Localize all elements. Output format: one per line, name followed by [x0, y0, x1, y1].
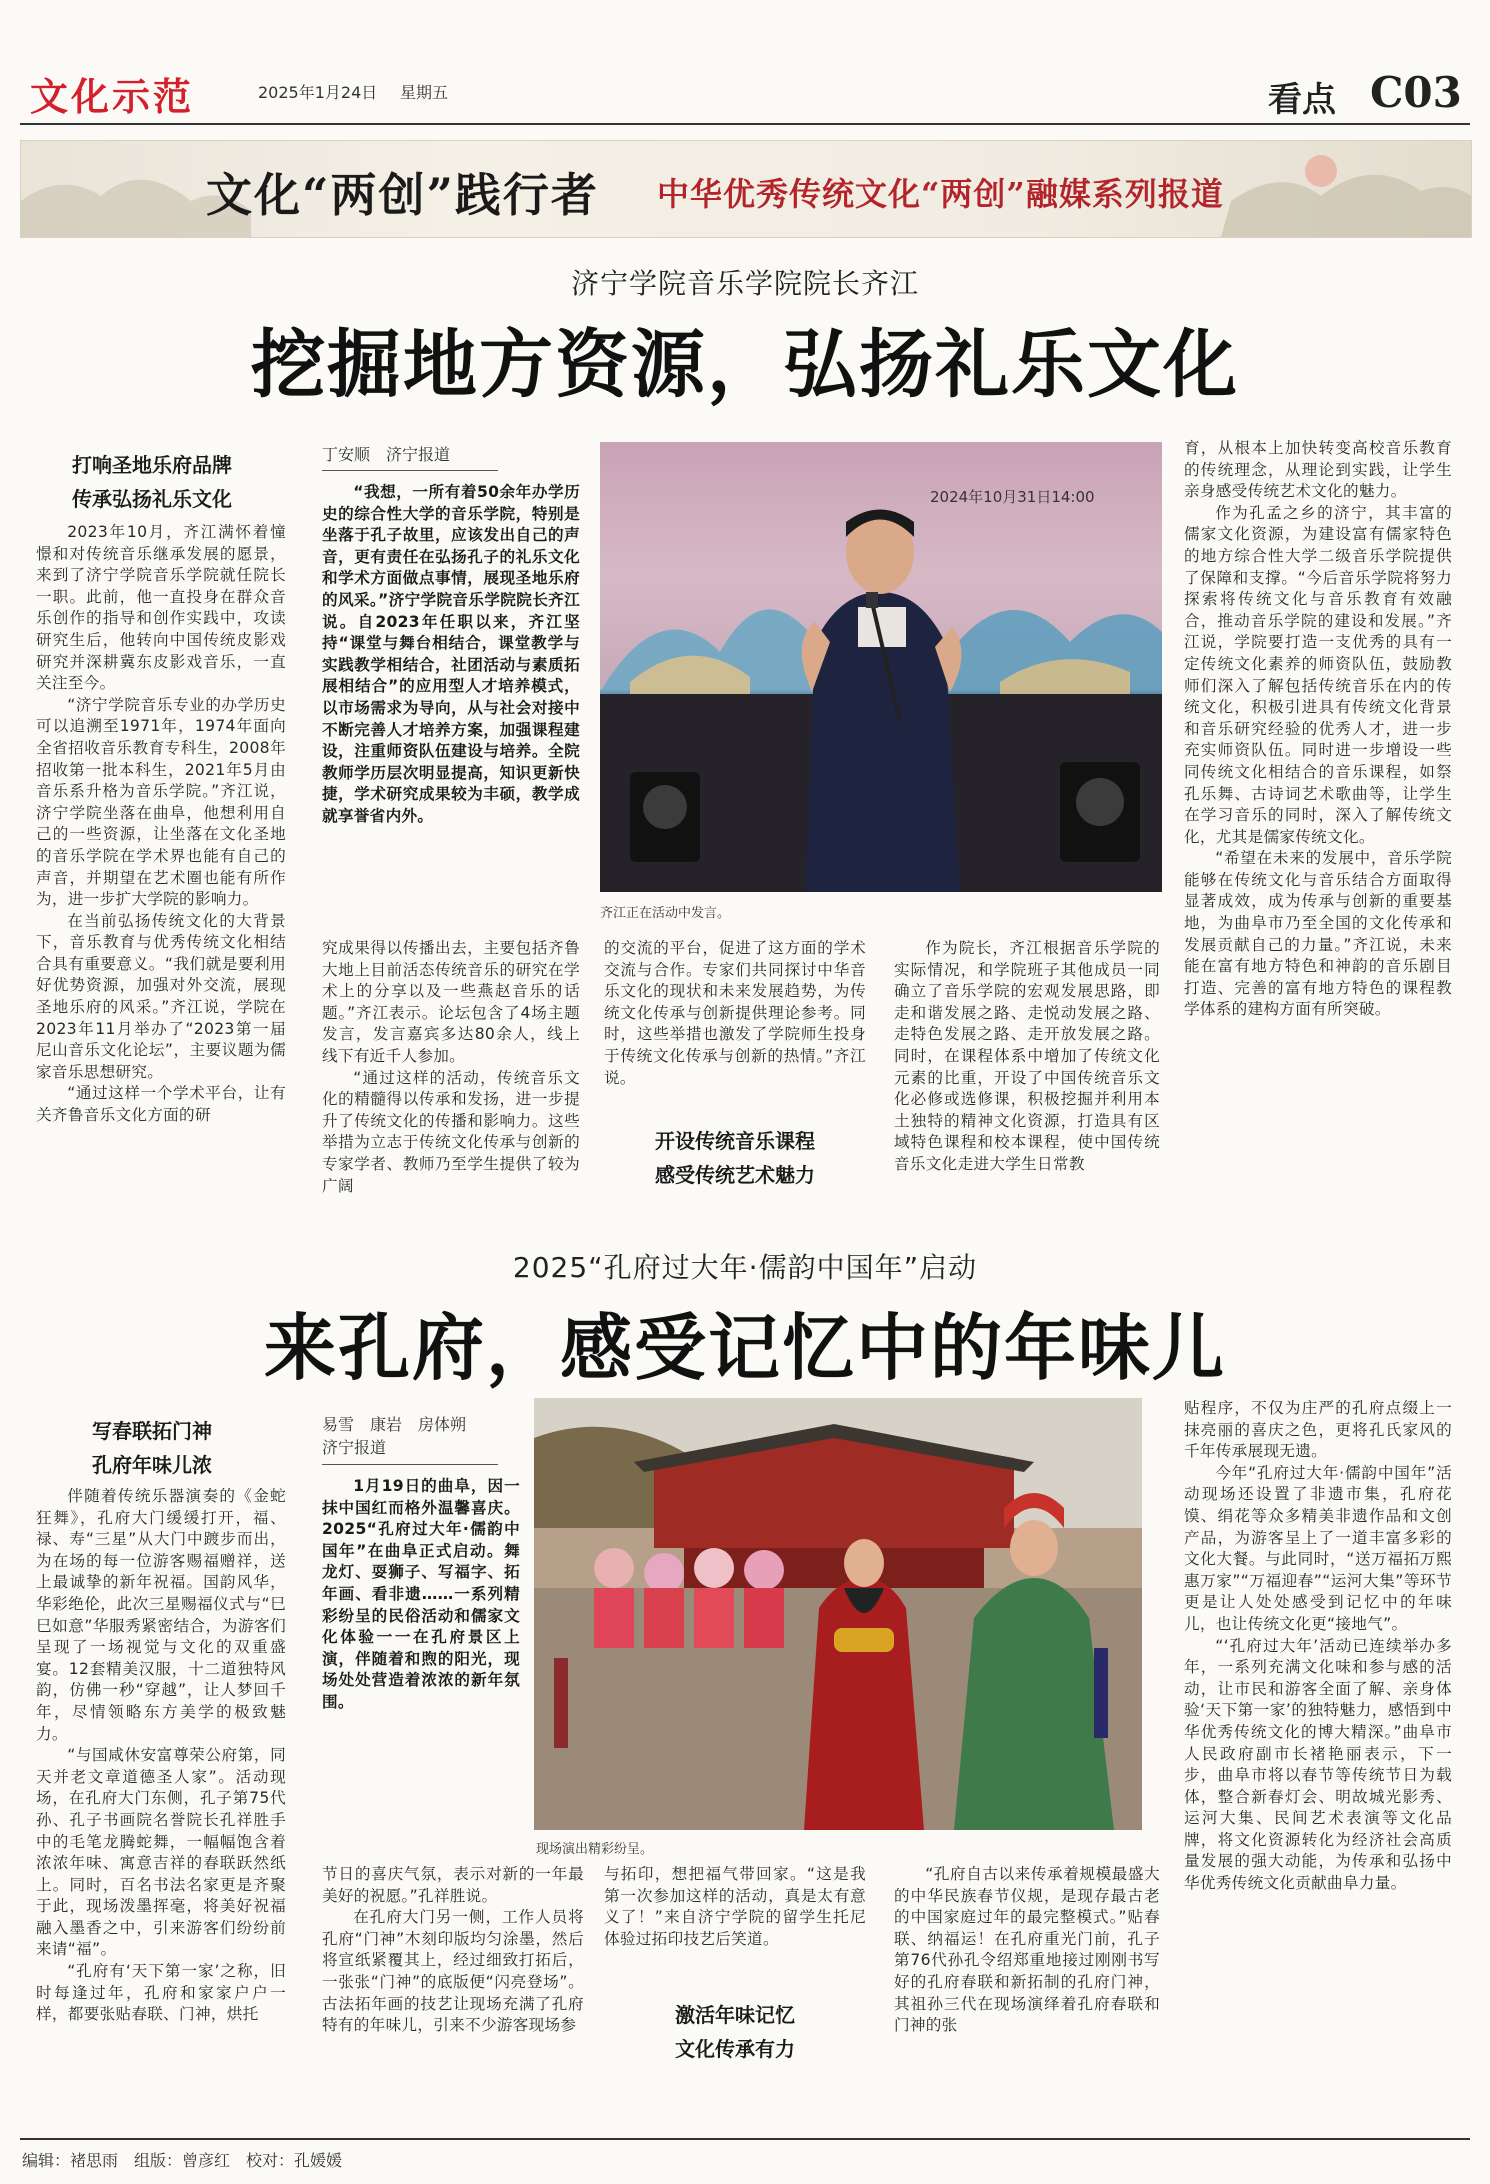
article2-col5-paragraph: 贴程序，不仅为庄严的孔府点缀上一抹亮丽的喜庆之色，更将孔氏家风的千年传承展现无遗。: [1184, 1399, 1452, 1461]
festival-photo: [534, 1398, 1142, 1830]
page-number: C03: [1370, 68, 1462, 117]
article2-col1-paragraph: “孔府有‘天下第一家’之称，旧时每逢过年，孔府和家家户户一样，都要张贴春联、门神，烘托: [36, 1962, 286, 2024]
article2-col5-paragraph: 今年“孔府过大年·儒韵中国年”活动现场还设置了非遗市集，孔府花馍、绢花等众多精美非遗作品和文创产品，为游客呈上了一道丰富多彩的文化大餐。与此同时，“送万福拓万熙惠万家”“万福迎春”“运河大集”等环节更是让人处处感受到记忆中的年味儿，也让传统文化更“接地气”。: [1184, 1463, 1452, 1633]
article2-col2-paragraph: 节日的喜庆气氛，表示对新的一年最美好的祝愿。”孔祥胜说。: [322, 1865, 584, 1905]
article1-lead: [322, 482, 580, 922]
header-rule: [20, 123, 1470, 125]
section-name: 看点: [1268, 80, 1336, 120]
article1-byline-rule: [322, 470, 498, 471]
article2-column-5: [1184, 1398, 1452, 2128]
article2-col5-paragraph: “‘孔府过大年’活动已连续举办多年，一系列充满文化味和参与感的活动，让市民和游客全面了解、亲身体验‘天下第一家’的独特魅力，感悟到中华优秀传统文化的博大精深。”曲阜市人民政府副市长褚艳丽表示，下一步，曲阜市将以春节等传统节日为载体，整合新春灯会、明故城光影秀、运河大集、民间艺术表演等文化品牌，将文化资源转化为经济社会高质量发展的强大动能，为传承和弘扬中华优秀传统文化贡献曲阜力量。: [1184, 1636, 1452, 1893]
article1-subheading-1: [36, 448, 268, 516]
article2-kicker: 2025“孔府过大年·儒韵中国年”启动: [512, 1251, 978, 1284]
article2-lead: [322, 1476, 520, 1794]
article2-byline-place: 济宁报道: [322, 1438, 387, 1457]
article1-column-1: [36, 522, 286, 1222]
article1-col2-paragraph: 究成果得以传播出去，主要包括齐鲁大地上目前活态传统音乐的研究在学术上的分享以及一些燕赵音乐的话题。”齐江表示。论坛包含了4场主题发言，发言嘉宾多达80余人，线上线下有近千人参加。: [322, 939, 580, 1065]
article2-sub2-line1: 激活年味记忆: [675, 2003, 795, 2027]
article1-col5-paragraph: “希望在未来的发展中，音乐学院能够在传统文化与音乐结合方面取得显著成效，成为传承与创新的重要基地，为曲阜市乃至全国的文化传承和发展贡献自己的力量。”齐江说，未来能在富有地方特色和神韵的音乐剧目打造、完善的富有地方特色的课程教学体系的建构方面有所突破。: [1184, 849, 1452, 1019]
article1-col1-paragraph: 2023年10月，齐江满怀着憧憬和对传统音乐继承发展的愿景，来到了济宁学院音乐学院就任院长一职。此前，他一直投身在群众音乐创作的指导和创作实践中，攻读研究生后，他转向中国传统皮影戏研究并深耕冀东皮影戏音乐，一直关注至今。: [36, 523, 286, 693]
article1-sub1-line1: 打响圣地乐府品牌: [72, 453, 232, 477]
article2-lead-paragraph: 1月19日的曲阜，因一抹中国红而格外温馨喜庆。2025“孔府过大年·儒韵中国年”在曲阜正式启动。舞龙灯、耍狮子、写福字、拓年画、看非遗……一系列精彩纷呈的民俗活动和儒家文化体验一一在孔府景区上演，伴随着和煦的阳光，现场处处营造着浓浓的新年氛围。: [322, 1477, 520, 1711]
masthead: 文化示范: [30, 74, 195, 119]
article2-sub1-line1: 写春联拓门神: [92, 1419, 212, 1443]
article2-column-3: [604, 1864, 866, 1984]
article2-byline: [322, 1412, 466, 1458]
article2-column-2: [322, 1864, 584, 2128]
article1-col1-paragraph: 在当前弘扬传统文化的大背景下，音乐教育与优秀传统文化相结合具有重要意义。“我们就是要利用好优势资源，加强对外交流，展现圣地乐府的风采。”齐江说，学院在2023年11月举办了“2023第一届尼山音乐文化论坛”，主要议题为儒家音乐思想研究。: [36, 911, 286, 1081]
article1-col5-paragraph: 育，从根本上加快转变高校音乐教育的传统理念，从理论到实践，让学生亲身感受传统艺术文化的魅力。: [1184, 439, 1452, 501]
article2-subheading-1: [36, 1414, 268, 1482]
article2-subheading-2: [604, 1998, 866, 2066]
photo-timestamp: 2024年10月31日14:00: [930, 488, 1095, 506]
article2-col4-paragraph: “孔府自古以来传承着规模最盛大的中华民族春节仪规，是现存最古老的中国家庭过年的最完整模式。”贴春联、纳福运！在孔府重光门前，孔子第76代孙孔令绍郑重地接过刚刚书写好的孔府春联和新拓制的孔府门神，其祖孙三代在现场演绎着孔府春联和门神的张: [894, 1865, 1160, 2035]
article1-col1-paragraph: “通过这样一个学术平台，让有关齐鲁音乐文化方面的研: [36, 1084, 286, 1125]
speaker-photo-caption: 齐江正在活动中发言。: [600, 906, 731, 921]
article1-column-3: [604, 938, 866, 1108]
article2-col1-paragraph: 伴随着传统乐器演奏的《金蛇狂舞》，孔府大门缓缓打开，福、禄、寿“三星”从大门中踱步而出，为在场的每一位游客赐福赠祥，送上最诚挚的新年祝福。国韵风华，华彩绝伦，此次三星赐福仪式与“巳巳如意”华服秀紧密结合，为游客们呈现了一场视觉与文化的双重盛宴。12套精美汉服，十二道独特风韵，仿佛一秒“穿越”，让人梦回千年，尽情领略东方美学的极致魅力。: [36, 1487, 286, 1743]
article1-sub2-line2: 感受传统艺术魅力: [655, 1163, 815, 1187]
festival-scene-icon: [534, 1398, 1142, 1830]
article1-byline: 丁安顺 济宁报道: [322, 445, 451, 464]
footer-credits: 编辑：褚思雨 组版：曾彦红 校对：孔媛媛: [22, 2151, 343, 2170]
article1-lead-paragraph: “我想，一所有着50余年办学历史的综合性大学的音乐学院，特别是坐落于孔子故里，应该发出自己的声音，更有责任在弘扬孔子的礼乐文化和学术方面做点事情，展现圣地乐府的风采。”济宁学院音乐学院院长齐江说。自2023年任职以来，齐江坚持“课堂与舞台相结合，课堂教学与实践教学相结合，社团活动与素质拓展相结合”的应用型人才培养模式，以市场需求为导向，从与社会对接中不断完善人才培养方案，加强课程建设，注重师资队伍建设与培养。全院教师学历层次明显提高，知识更新快捷，学术研究成果较为丰硕，教学成就享誉省内外。: [322, 483, 580, 825]
article1-column-4: [894, 938, 1160, 1240]
article2-col3-paragraph: 与拓印，想把福气带回家。“这是我第一次参加这样的活动，真是太有意义了！”来自济宁学院的留学生托尼体验过拓印技艺后笑道。: [604, 1865, 866, 1948]
article2-byline-names: 易雪 康岩 房体朔: [322, 1415, 467, 1434]
article1-subheading-2: [604, 1124, 866, 1192]
article1-kicker: 济宁学院音乐学院院长齐江: [570, 267, 919, 300]
article1-col4-paragraph: 作为院长，齐江根据音乐学院的实际情况，和学院班子其他成员一同确立了音乐学院的宏观发展思路，即走和谐发展之路、走悦动发展之路、走特色发展之路、走开放发展之路。同时，在课程体系中增加了传统文化元素的比重，开设了中国传统音乐文化必修或选修课，积极挖掘并利用本土独特的精神文化资源，打造具有区域特色课程和校本课程，使中国传统音乐文化走进大学生日常教: [894, 939, 1160, 1173]
series-banner: [20, 140, 1472, 238]
article2-column-1: [36, 1486, 286, 2126]
series-title: 文化“两创”践行者: [206, 168, 599, 222]
article2-sub1-line2: 孔府年味儿浓: [92, 1453, 212, 1477]
article1-column-5: [1184, 438, 1452, 1240]
footer-rule: [20, 2138, 1470, 2140]
stage-backdrop-icon: [600, 442, 1162, 892]
article1-sub2-line1: 开设传统音乐课程: [655, 1129, 815, 1153]
article2-sub2-line2: 文化传承有力: [675, 2037, 795, 2061]
article1-headline: 挖掘地方资源，弘扬礼乐文化: [251, 322, 1239, 408]
article2-column-4: [894, 1864, 1160, 2128]
article2-col2-paragraph: 在孔府大门另一侧，工作人员将孔府“门神”木刻印版均匀涂墨，然后将宣纸紧覆其上，经过细致打拓后，一张张“门神”的底版便“闪亮登场”。古法拓年画的技艺让现场充满了孔府特有的年味儿，引来不少游客现场参: [322, 1908, 584, 2035]
article1-col2-paragraph: “通过这样的活动，传统音乐文化的精髓得以传承和发扬，进一步提升了传统文化的传播和影响力。这些举措为立志于传统文化传承与创新的专家学者、教师乃至学生提供了较为广阔: [322, 1068, 580, 1195]
article1-col3-paragraph: 的交流的平台，促进了这方面的学术交流与合作。专家们共同探讨中华音乐文化的现状和未来发展趋势，为传统文化传承与创新提供理论参考。同时，这些举措也激发了学院师生投身于传统文化传承与创新的热情。”齐江说。: [604, 939, 866, 1087]
speaker-photo: [600, 442, 1162, 892]
article1-col1-paragraph: “济宁学院音乐专业的办学历史可以追溯至1971年，1974年面向全省招收音乐教育专科生，2008年招收第一批本科生，2021年5月由音乐系升格为音乐学院。”齐江说，济宁学院坐落在曲阜，他想利用自己的一些资源，让坐落在文化圣地的音乐学院在学术界也能有自己的声音，并期望在艺术圈也能有所作为，进一步扩大学院的影响力。: [36, 695, 286, 909]
series-subtitle: 中华优秀传统文化“两创”融媒系列报道: [657, 175, 1224, 213]
article1-column-2: [322, 938, 580, 1240]
article1-col5-paragraph: 作为孔孟之乡的济宁，其丰富的儒家文化资源，为建设富有儒家特色的地方综合性大学二级音乐学院提供了保障和支撑。“今后音乐学院将努力探索将传统文化与音乐教育有效融合，推动音乐学院的建设和发展。”齐江说，学院要打造一支优秀的具有一定传统文化素养的师资队伍，鼓励教师们深入了解包括传统音乐在内的传统文化，积极引进具有传统文化背景和音乐研究经验的优秀人才，进一步充实师资队伍。同时进一步增设一些同传统文化相结合的音乐课程，如祭孔乐舞、古诗词艺术歌曲等，让学生在学习音乐的同时，深入了解传统文化，尤其是儒家传统文化。: [1184, 503, 1452, 846]
article2-col1-paragraph: “与国咸休安富尊荣公府第，同天并老文章道德圣人家”。活动现场，在孔府大门东侧，孔子第75代孙、孔子书画院名誉院长孔祥胜手中的毛笔龙腾蛇舞，一幅幅饱含着浓浓年味、寓意吉祥的春联跃然纸上。同时，百名书法名家更是齐聚于此，现场泼墨挥毫，将美好祝福融入墨香之中，引来游客们纷纷前来请“福”。: [36, 1746, 286, 1959]
issue-date: 2025年1月24日: [258, 83, 378, 102]
article2-headline: 来孔府，感受记忆中的年味儿: [263, 1305, 1226, 1390]
article2-byline-rule: [322, 1464, 498, 1465]
festival-photo-caption: 现场演出精彩纷呈。: [536, 1842, 654, 1857]
article1-sub1-line2: 传承弘扬礼乐文化: [72, 487, 232, 511]
issue-weekday: 星期五: [400, 83, 449, 102]
